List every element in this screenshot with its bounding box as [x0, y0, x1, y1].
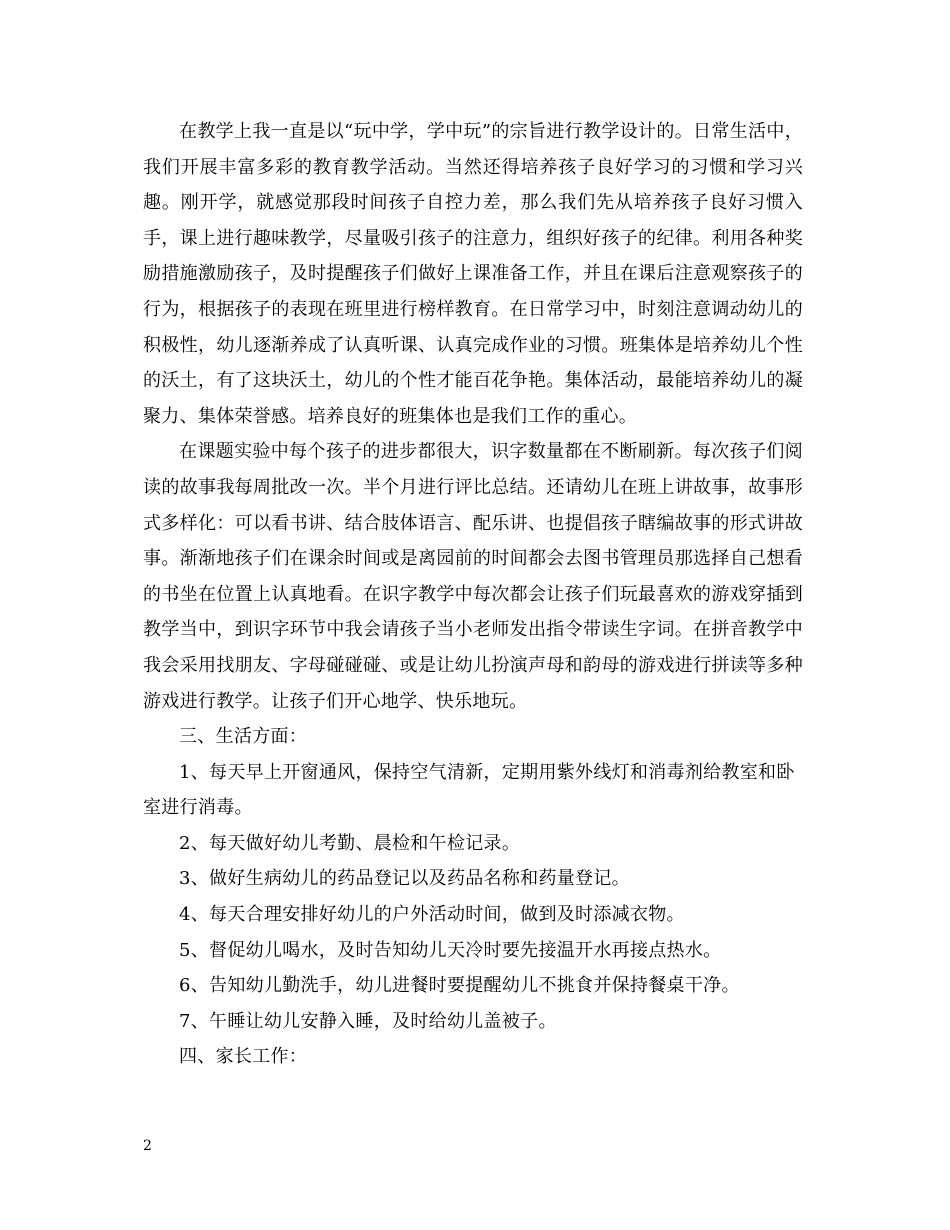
list-item: 3、做好生病幼儿的药品登记以及药品名称和药量登记。 [179, 868, 630, 890]
list-item: 4、每天合理安排好幼儿的户外活动时间，做到及时添减衣物。 [179, 904, 685, 926]
list-item: 1、每天早上开窗通风，保持空气清新，定期用紫外线灯和消毒剂给教室和卧室进行消毒。 [143, 761, 795, 819]
page-number: 2 [143, 1138, 152, 1154]
section-heading-life: 三、生活方面： [179, 726, 308, 748]
paragraph-teaching: 在教学上我一直是以“玩中学，学中玩”的宗旨进行教学设计的。日常生活中，我们开展丰富多彩的教育教学活动。当然还得培养孩子良好学习的习惯和学习兴趣。刚开学，就感觉那段时间孩子自控力差，那么我们先从培养孩子良好习惯入手，课上进行趣味教学，尽量吸引孩子的注意力，组织好孩子的纪律。利用各种奖励措施激励孩子，及时提醒孩子们做好上课准备工作，并且在课后注意观察孩子的行为，根据孩子的表现在班里进行榜样教育。在日常学习中，时刻注意调动幼儿的积极性，幼儿逐渐养成了认真听课、认真完成作业的习惯。班集体是培养幼儿个性的沃土，有了这块沃土，幼儿的个性才能百花争艳。集体活动，最能培养幼儿的凝聚力、集体荣誉感。培养良好的班集体也是我们工作的重心。 [143, 121, 803, 427]
document-body [143, 114, 803, 1075]
list-item: 5、督促幼儿喝水，及时告知幼儿天冷时要先接温开水再接点热水。 [179, 939, 722, 961]
list-item: 7、午睡让幼儿安静入睡，及时给幼儿盖被子。 [179, 1010, 557, 1032]
section-heading-parents: 四、家长工作： [179, 1046, 308, 1068]
list-item: 2、每天做好幼儿考勤、晨检和午检记录。 [179, 832, 521, 854]
list-item: 6、告知幼儿勤洗手，幼儿进餐时要提醒幼儿不挑食并保持餐桌干净。 [179, 975, 740, 997]
paragraph-experiment: 在课题实验中每个孩子的进步都很大，识字数量都在不断刷新。每次孩子们阅读的故事我每周批改一次。半个月进行评比总结。还请幼儿在班上讲故事，故事形式多样化：可以看书讲、结合肢体语言、配乐讲、也提倡孩子瞎编故事的形式讲故事。渐渐地孩子们在课余时间或是离园前的时间都会去图书管理员那选择自己想看的书坐在位置上认真地看。在识字教学中每次都会让孩子们玩最喜欢的游戏穿插到教学当中，到识字环节中我会请孩子当小老师发出指令带读生字词。在拼音教学中我会采用找朋友、字母碰碰碰、或是让幼儿扮演声母和韵母的游戏进行拼读等多种游戏进行教学。让孩子们开心地学、快乐地玩。 [143, 441, 803, 712]
